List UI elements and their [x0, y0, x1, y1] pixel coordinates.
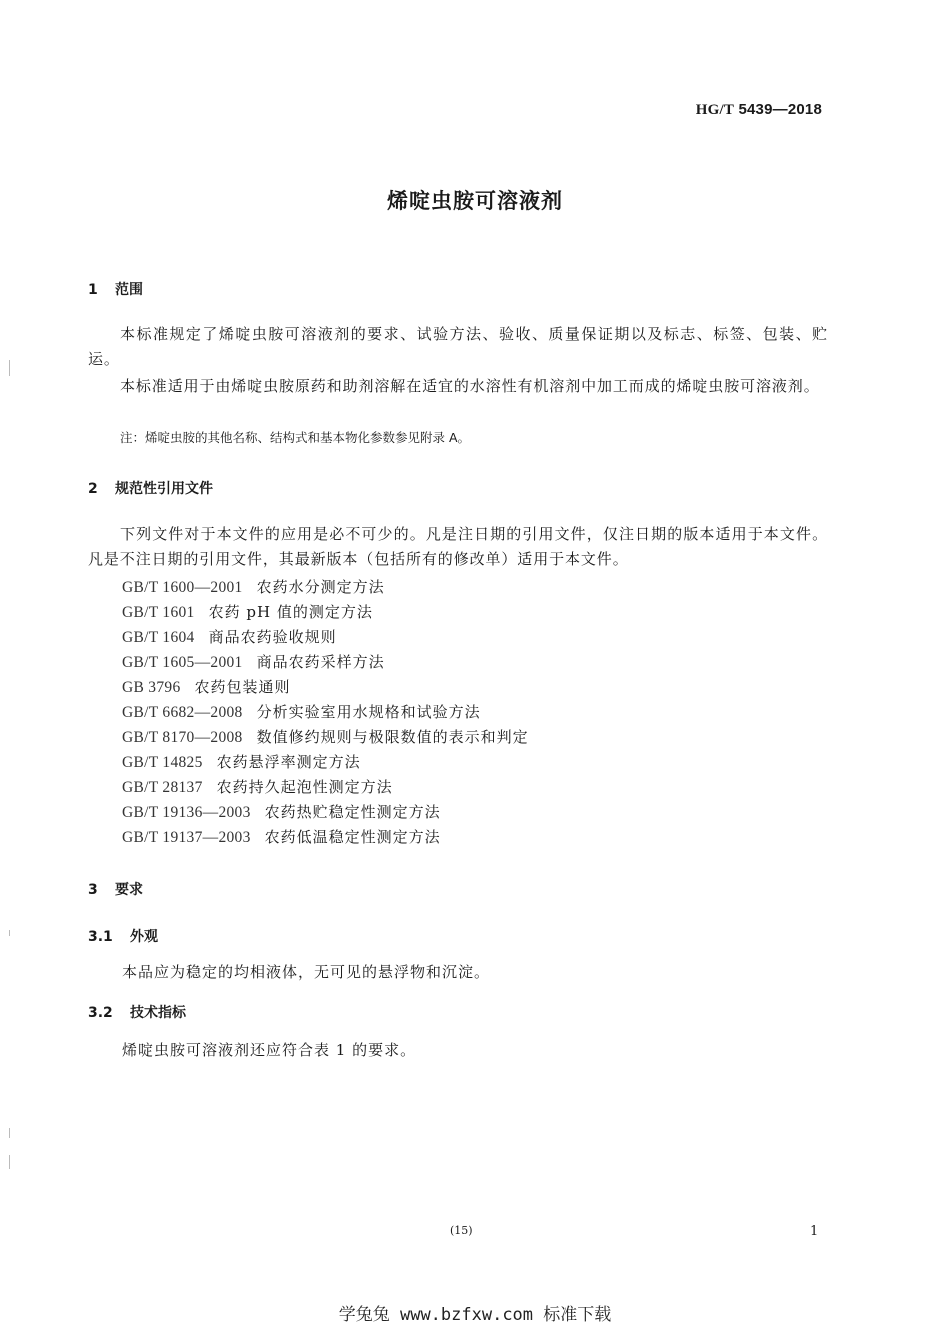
- scope-paragraph-1: 本标准规定了烯啶虫胺可溶液剂的要求、试验方法、验收、质量保证期以及标志、标签、包装、贮运。: [88, 325, 828, 368]
- scope-note: 注：烯啶虫胺的其他名称、结构式和基本物化参数参见附录 A。: [120, 430, 471, 445]
- section-number: 3: [88, 882, 98, 898]
- scope-paragraph-2: 本标准适用于由烯啶虫胺原药和助剂溶解在适宜的水溶性有机溶剂中加工而成的烯啶虫胺可溶液剂。: [120, 377, 820, 395]
- reference-item: GB/T 28137 农药持久起泡性测定方法: [122, 778, 393, 796]
- section-title: 规范性引用文件: [115, 481, 213, 497]
- scan-edge-mark: [9, 360, 10, 376]
- reference-item: GB/T 1604 商品农药验收规则: [122, 628, 337, 646]
- reference-item: GB/T 6682—2008 分析实验室用水规格和试验方法: [122, 703, 481, 721]
- appearance-text: 本品应为稳定的均相液体，无可见的悬浮物和沉淀。: [122, 963, 491, 981]
- reference-item: GB/T 19137—2003 农药低温稳定性测定方法: [122, 828, 441, 846]
- subsection-title: 外观: [130, 929, 158, 945]
- section-3-heading: [88, 879, 143, 899]
- document-title: 烯啶虫胺可溶液剂: [387, 189, 563, 213]
- standard-prefix: HG/T: [695, 102, 735, 118]
- section-number: 2: [88, 481, 98, 497]
- standard-number: 5439—2018: [738, 101, 822, 118]
- subsection-number: 3.1: [88, 929, 113, 945]
- watermark: 学兔兔 www.bzfxw.com 标准下载: [338, 1305, 612, 1325]
- references-intro: 下列文件对于本文件的应用是必不可少的。凡是注日期的引用文件，仅注日期的版本适用于本文件。凡是不注日期的引用文件，其最新版本（包括所有的修改单）适用于本文件。: [88, 525, 828, 568]
- reference-item: GB/T 14825 农药悬浮率测定方法: [122, 753, 361, 771]
- section-title: 范围: [115, 282, 143, 298]
- subsection-title: 技术指标: [130, 1005, 186, 1021]
- subsection-3-1-heading: [88, 926, 158, 946]
- reference-item: GB/T 1605—2001 商品农药采样方法: [122, 653, 385, 671]
- scan-edge-mark: [9, 1128, 10, 1138]
- reference-item: GB/T 1601 农药 pH 值的测定方法: [122, 603, 373, 621]
- subsection-number: 3.2: [88, 1005, 113, 1021]
- scan-edge-mark: [9, 930, 10, 936]
- reference-item: GB/T 19136—2003 农药热贮稳定性测定方法: [122, 803, 441, 821]
- section-2-heading: [88, 478, 213, 498]
- technical-index-text: 烯啶虫胺可溶液剂还应符合表 1 的要求。: [122, 1041, 417, 1059]
- page-number: 1: [810, 1224, 819, 1239]
- subsection-3-2-heading: [88, 1002, 186, 1022]
- section-1-heading: [88, 279, 143, 299]
- reference-item: GB/T 1600—2001 农药水分测定方法: [122, 578, 385, 596]
- scan-edge-mark: [9, 1155, 10, 1169]
- section-number: 1: [88, 282, 98, 298]
- standard-code: [696, 101, 822, 119]
- section-title: 要求: [115, 882, 143, 898]
- reference-item: GB 3796 农药包装通则: [122, 678, 291, 696]
- center-page-marker: (15): [450, 1224, 473, 1237]
- reference-item: GB/T 8170—2008 数值修约规则与极限数值的表示和判定: [122, 728, 529, 746]
